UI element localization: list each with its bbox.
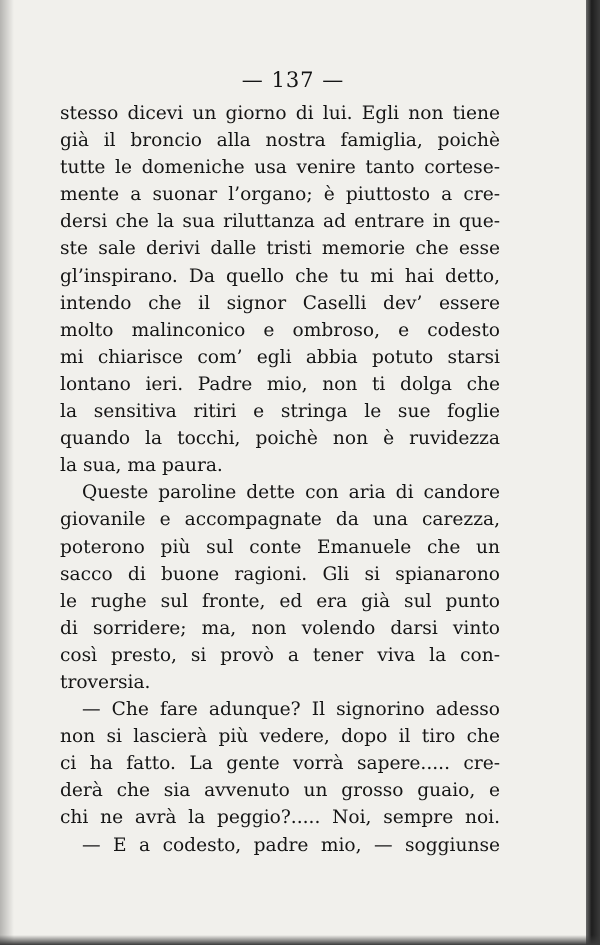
text-line: — E a codesto, padre mio, — soggiunse [82,834,500,856]
text-line: ci ha fatto. La gente vorrà sapere..... cre- [60,753,500,775]
text-line: giovanile e accompagnate da una carezza, [60,509,500,531]
text-line: non si lascierà più vedere, dopo il tiro che [60,726,500,748]
text-line: la sua, ma paura. [60,455,223,477]
text-line: dersi che la sua riluttanza ad entrare in que- [60,211,500,233]
text-line: lontano ieri. Padre mio, non ti dolga che [60,373,500,395]
text-line: le rughe sul fronte, ed era già sul punto [60,590,500,612]
text-line: mi chiarisce com’ egli abbia potuto starsi [60,346,500,368]
text-line: ste sale derivi dalle tristi memorie che esse [60,238,500,260]
text-line: così presto, si provò a tener viva la con- [60,644,500,666]
text-line: derà che sia avvenuto un grosso guaio, e [60,780,500,802]
page-shadow [0,0,14,945]
text-line: quando la tocchi, poichè non è ruvidezza [60,428,500,450]
text-line: — Che fare adunque? Il signorino adesso [82,699,500,721]
text-line: molto malinconico e ombroso, e codesto [60,319,500,341]
text-line: gl’inspirano. Da quello che tu mi hai detto, [60,265,500,287]
text-line: di sorridere; ma, non volendo darsi vinto [60,617,500,639]
text-line: sacco di buone ragioni. Gli si spianarono [60,563,500,585]
page-number: — 137 — [241,68,345,92]
text-line: chi ne avrà la peggio?..... Noi, sempre noi. [60,807,500,829]
text-line: già il broncio alla nostra famiglia, poichè [60,130,500,152]
page-bottom-edge [0,935,600,945]
book-gutter [586,0,600,945]
text-line: intendo che il signor Caselli dev’ essere [60,292,500,314]
text-line: poterono più sul conte Emanuele che un [60,536,500,558]
text-line: tutte le domeniche usa venire tanto cortese- [60,157,500,179]
text-line: stesso dicevi un giorno di lui. Egli non tiene [60,103,500,124]
text-line: Queste paroline dette con aria di candore [82,482,500,504]
body-text [60,100,500,859]
text-line: troversia. [60,671,151,693]
text-line: mente a suonar l’organo; è piuttosto a cre- [60,184,500,206]
text-line: la sensitiva ritiri e stringa le sue foglie [60,401,500,423]
